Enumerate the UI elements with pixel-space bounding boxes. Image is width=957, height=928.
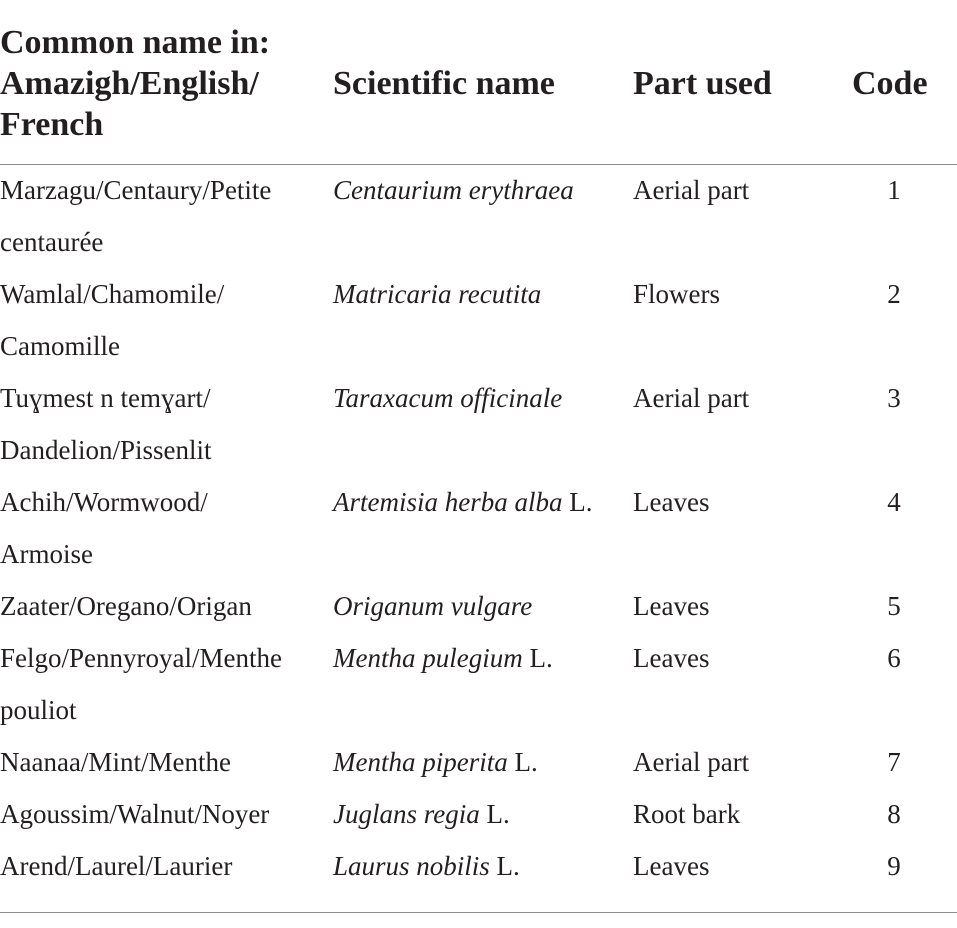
cell-scientific-name [333,736,538,788]
cell-common-name [0,268,310,372]
cell-code: 3 [887,383,901,413]
cell-code: 5 [887,591,901,621]
scientific-name-authority: L. [522,643,553,673]
cell-code: 9 [887,851,901,881]
cell-common-name-line: Camomille [0,331,120,361]
scientific-name-italic: Origanum vulgare [333,591,533,621]
cell-code: 4 [887,487,901,517]
cell-scientific-name [333,788,510,840]
cell-common-name-line: Wamlal/Chamomile/ [0,279,225,309]
cell-common-name-line: Dandelion/Pissenlit [0,435,212,465]
cell-common-name-line: centaurée [0,227,104,257]
header-scientific-name: Scientific name [333,65,555,102]
scientific-name-italic: Artemisia herba alba [333,487,563,517]
cell-common-name-line: Arend/Laurel/Laurier [0,851,233,881]
scientific-name-italic: Matricaria recutita [333,279,542,309]
header-common-name-line: Amazigh/English/ [0,65,259,102]
cell-common-name [0,840,310,892]
cell-scientific-name [333,580,532,632]
cell-part-used: Aerial part [633,175,750,205]
cell-common-name-line: Achih/Wormwood/ [0,487,208,517]
cell-code: 6 [887,643,901,673]
cell-common-name [0,372,310,476]
cell-code: 1 [887,175,901,205]
header-code: Code [852,65,928,102]
header-common-name-line: Common name in: [0,24,271,61]
scientific-name-authority: L. [562,487,593,517]
cell-scientific-name [333,476,593,528]
cell-scientific-name [333,840,520,892]
header-part-used: Part used [633,65,772,102]
cell-scientific-name [333,164,574,216]
scientific-name-italic: Mentha pulegium [333,643,523,673]
cell-scientific-name [333,632,553,684]
cell-common-name-line: Naanaa/Mint/Menthe [0,747,231,777]
cell-common-name-line: Tuɣmest n temɣart/ [0,383,211,413]
cell-common-name [0,164,310,268]
cell-common-name [0,632,310,736]
header-common-name-line: French [0,106,104,143]
cell-part-used: Root bark [633,799,741,829]
cell-common-name [0,788,310,840]
cell-part-used: Aerial part [633,747,750,777]
cell-scientific-name [333,372,562,424]
cell-part-used: Leaves [633,487,710,517]
cell-scientific-name [333,268,541,320]
cell-common-name [0,736,310,788]
scientific-name-authority: L. [489,851,520,881]
cell-code: 7 [887,747,901,777]
cell-common-name-line: Marzagu/Centaury/Petite [0,175,272,205]
scientific-name-italic: Laurus nobilis [333,851,490,881]
cell-common-name-line: Felgo/Pennyroyal/Menthe [0,643,282,673]
cell-common-name-line: Zaater/Oregano/Origan [0,591,252,621]
cell-common-name-line: Agoussim/Walnut/Noyer [0,799,270,829]
scientific-name-authority: L. [479,799,510,829]
scientific-name-italic: Taraxacum officinale [333,383,563,413]
cell-common-name [0,580,310,632]
header-common-name [0,22,270,145]
cell-part-used: Flowers [633,279,720,309]
scientific-name-italic: Centaurium erythraea [333,175,574,205]
table-bottom-rule [0,912,957,913]
cell-part-used: Leaves [633,591,710,621]
cell-code: 2 [887,279,901,309]
scientific-name-italic: Juglans regia [333,799,480,829]
scientific-name-authority: L. [507,747,538,777]
cell-common-name-line: Armoise [0,539,93,569]
cell-common-name-line: pouliot [0,695,77,725]
cell-common-name [0,476,310,580]
table-header [0,0,957,164]
scientific-name-italic: Mentha piperita [333,747,508,777]
cell-part-used: Aerial part [633,383,750,413]
cell-part-used: Leaves [633,851,710,881]
cell-code: 8 [887,799,901,829]
cell-part-used: Leaves [633,643,710,673]
